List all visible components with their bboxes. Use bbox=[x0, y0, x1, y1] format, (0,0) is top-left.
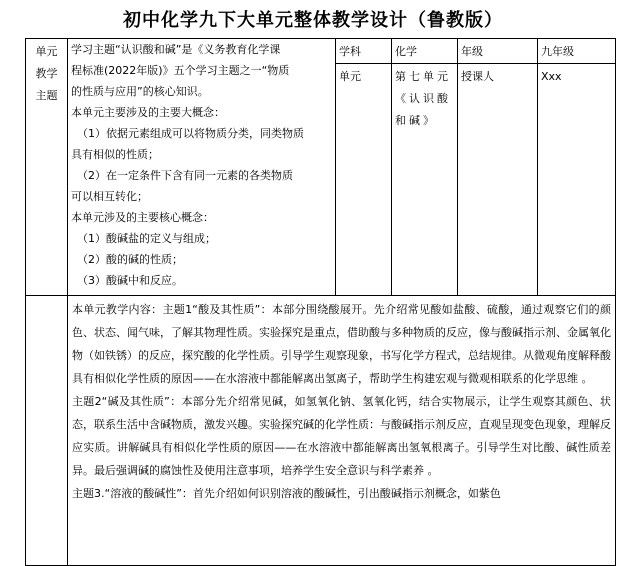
unit-field-value: 第七单元《认识酸和碱》 bbox=[392, 64, 458, 296]
lesson-plan-table bbox=[25, 38, 616, 566]
content-side-cell bbox=[26, 296, 68, 566]
content-paragraph: 主题3.“溶液的酸碱性”：首先介绍如何识别溶液的酸碱性，引出酸碱指示剂概念，如紫色 bbox=[72, 487, 501, 500]
subject-label: 学科 bbox=[336, 39, 392, 64]
theme-line: 本单元涉及的主要核心概念： bbox=[71, 211, 214, 224]
grade-value: 九年级 bbox=[538, 39, 616, 64]
grade-label: 年级 bbox=[458, 39, 538, 64]
content-paragraph: 本单元教学内容：主题1“酸及其性质”：本部分围绕酸展开。先介绍常见酸如盐酸、硫酸，通过观察它们的颜色、状态、闻气味，了解其物理性质。实验探究是重点，借助酸与多种物质的反应，像与酸碱指示剂、金属氧化物（如铁锈）的反应，探究酸的化学性质。引导学生观察现象，书写化学方程式，总结规律。从微观角度解释酸具有相似化学性质的原因——在水溶液中都能解离出氢离子，帮助学生构建宏观与微观相联系的化学思维 。 bbox=[72, 303, 611, 385]
unit-theme-label-text: 单元 教学 主题 bbox=[35, 45, 58, 102]
unit-field-label: 单元 bbox=[336, 64, 392, 296]
teacher-label: 授课人 bbox=[458, 64, 538, 296]
theme-line: 的性质与应用”的核心知识。 bbox=[71, 85, 209, 98]
content-description-cell bbox=[68, 296, 616, 566]
theme-line: （1）酸碱盐的定义与组成； bbox=[77, 232, 216, 245]
theme-line: 具有相似的性质； bbox=[71, 148, 159, 161]
unit-theme-label bbox=[26, 39, 68, 296]
theme-line: （1）依据元素组成可以将物质分类，同类物质 bbox=[77, 127, 304, 140]
theme-line: （3）酸碱中和反应。 bbox=[77, 274, 183, 287]
theme-description-cell bbox=[68, 39, 336, 296]
theme-line: 可以相互转化； bbox=[71, 190, 148, 203]
teacher-value: Xxx bbox=[538, 64, 616, 296]
theme-line: 学习主题“认识酸和碱”是《义务教育化学课 bbox=[71, 43, 281, 56]
theme-line: 本单元主要涉及的主要大概念： bbox=[71, 106, 225, 119]
subject-value: 化学 bbox=[392, 39, 458, 64]
theme-line: 程标准(2022年版)》五个学习主题之一“物质 bbox=[71, 64, 290, 77]
theme-line: （2）在一定条件下含有同一元素的各类物质 bbox=[77, 169, 293, 182]
page-title: 初中化学九下大单元整体教学设计（鲁教版） bbox=[123, 10, 503, 31]
content-paragraph: 主题2“碱及其性质”：本部分先介绍常见碱，如氢氧化钠、氢氧化钙，结合实物展示，让学生观察其颜色、状态，联系生活中含碱物质，激发兴趣。实验探究碱的化学性质：与酸碱指示剂反应，直观呈现变色现象，理解反应实质。讲解碱具有相似化学性质的原因——在水溶液中都能解离出氢氧根离子。引导学生对比酸、碱性质差异。最后强调碱的腐蚀性及使用注意事项，培养学生安全意识与科学素养 。 bbox=[72, 395, 611, 477]
theme-line: （2）酸的碱的性质； bbox=[77, 253, 183, 266]
